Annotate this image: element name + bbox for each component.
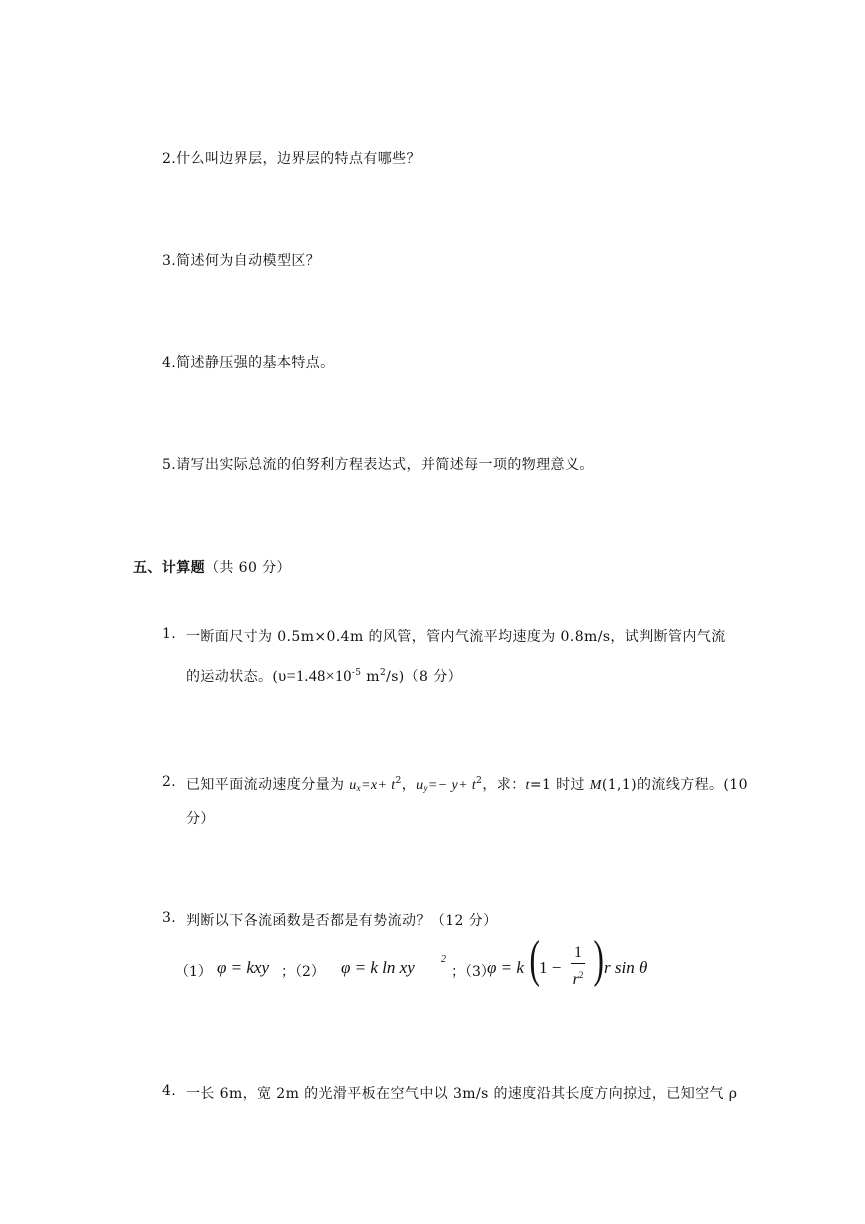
t-variable: t (525, 778, 530, 793)
calc-q2-line1 (186, 774, 748, 794)
formula-3-one-minus: 1 − (539, 958, 562, 977)
calc-q4-text: 一长 6m，宽 2m 的光滑平板在空气中以 3m/s 的速度沿其长度方向掠过，已知空气 ρ (186, 1086, 738, 1102)
formula-2: φ = k ln xy (341, 958, 415, 977)
uy-expression: =− y+ t (427, 778, 477, 793)
calc-q2-text-b: ，求： (482, 777, 526, 793)
calc-q3-number: 3. (162, 910, 177, 926)
question-5: 5.请写出实际总流的伯努利方程表达式，并简述每一项的物理意义。 (162, 457, 594, 473)
formula-label-2: ；（2） (281, 964, 325, 980)
ux-exponent: 2 (395, 776, 402, 786)
formula-1: φ = kxy (217, 958, 270, 977)
section-heading (133, 557, 291, 577)
calc-q2-text-a: 已知平面流动速度分量为 (186, 777, 350, 793)
fraction (571, 944, 585, 991)
section-title: 五、计算题 (133, 560, 205, 576)
formula-3-left: φ = k (487, 958, 524, 977)
m-point-label: M (589, 778, 602, 793)
calc-q2-number: 2. (162, 774, 177, 790)
calc-q1-line2 (186, 666, 462, 686)
calc-q1-line2-pre: 的运动状态。( (186, 669, 279, 685)
calc-q1-line1: 一断面尺寸为 0.5m×0.4m 的风管，管内气流平均速度为 0.8m/s，试判断管内气流 (186, 629, 726, 645)
section-score: （共 60 分） (205, 560, 291, 576)
left-paren: ( (529, 931, 540, 988)
fraction-denominator: $r^2$ (572, 970, 584, 988)
calc-q1-line2-post: /s)（8 分） (386, 669, 463, 685)
uy-exponent: 2 (476, 776, 483, 786)
viscosity-unit-exponent: 2 (379, 668, 387, 678)
formula-label-3: ；（3） (451, 964, 495, 980)
viscosity-expression: υ=1.48×10 (278, 668, 352, 685)
uy-symbol: u (416, 778, 424, 793)
ux-expression: =x+ t (361, 778, 396, 793)
uy-subscript: y (423, 783, 428, 793)
calc-q2-sep: ， (401, 777, 417, 793)
calc-q2-text-d: (1,1)的流线方程。(10 (601, 777, 748, 793)
ux-subscript: x (356, 783, 362, 793)
ux-symbol: u (349, 778, 357, 793)
formula-label-1: （1） (175, 964, 212, 980)
formula-3-right: r sin θ (604, 958, 648, 977)
calc-q1-number: 1. (162, 626, 177, 642)
question-4: 4.简述静压强的基本特点。 (162, 355, 335, 371)
fraction-numerator: 1 (571, 944, 585, 964)
calc-q2-text-c: =1 时过 (529, 777, 590, 793)
calc-q4-number: 4. (162, 1083, 177, 1099)
viscosity-unit: m (361, 669, 380, 685)
viscosity-exponent: -5 (351, 668, 362, 678)
question-2: 2.什么叫边界层，边界层的特点有哪些？ (162, 151, 421, 167)
question-3: 3.简述何为自动模型区？ (162, 253, 321, 269)
right-paren: ) (593, 931, 604, 988)
formula-2-exponent: 2 (441, 954, 446, 965)
calc-q3-text: 判断以下各流函数是否都是有势流动？（12 分） (186, 913, 498, 929)
calc-q2-line2: 分） (186, 811, 215, 827)
